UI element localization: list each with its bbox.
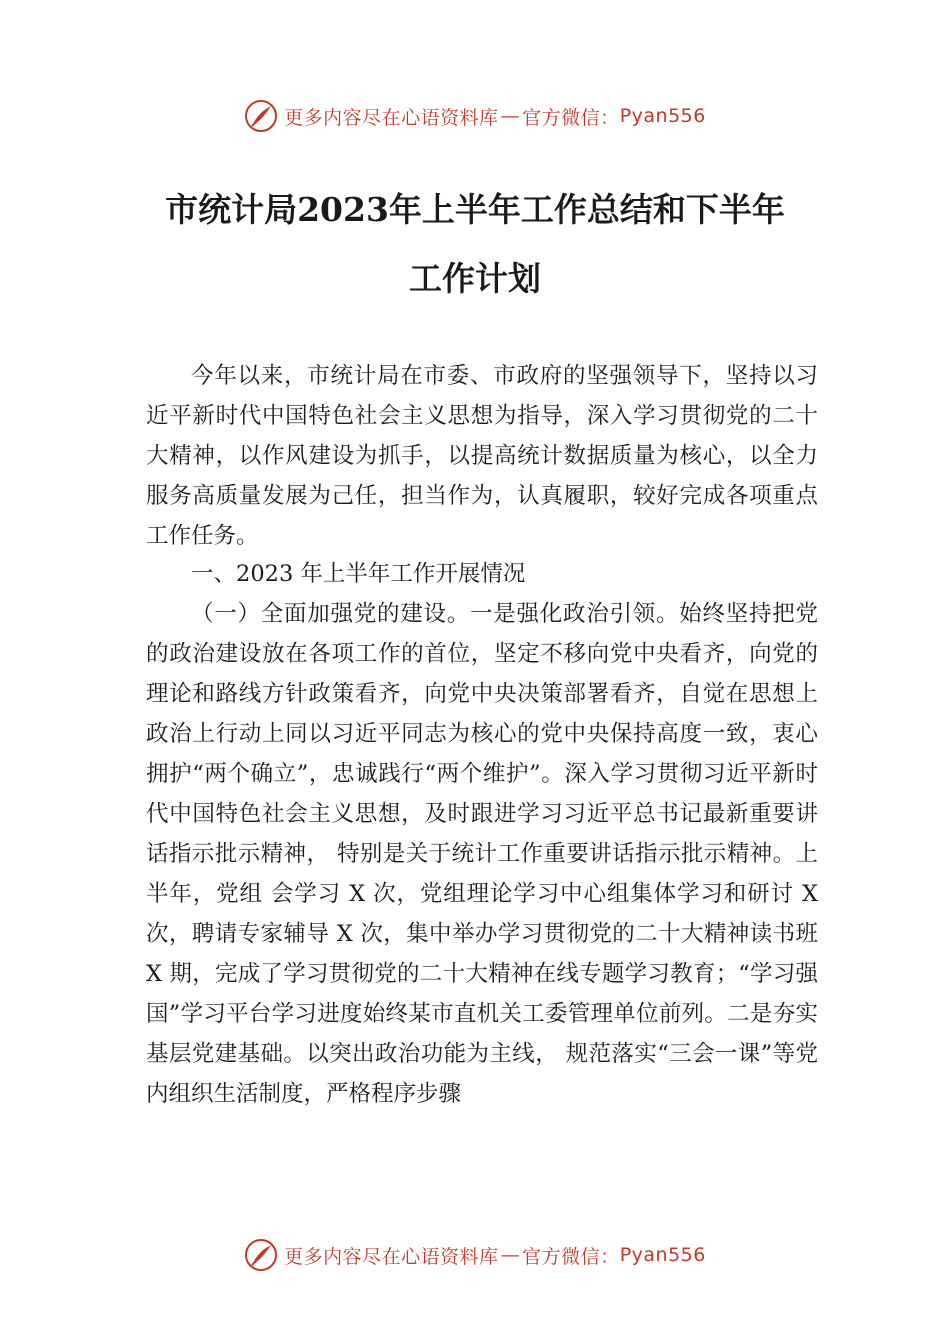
watermark-wechat-id: Pyan556 [619, 105, 706, 127]
document-title-line1: 市统计局2023年上半年工作总结和下半年 [165, 190, 785, 229]
watermark-dash: — [500, 1244, 521, 1266]
paragraph-party-building [146, 594, 818, 1114]
watermark-wechat-label: 官方微信： [522, 106, 620, 129]
watermark-site-name: 更多内容尽在心语资料库 [284, 1245, 499, 1268]
paragraph-intro [146, 356, 818, 556]
watermark-wechat-id: Pyan556 [619, 1244, 706, 1266]
paragraph-text: 今年以来，市统计局在市委、市政府的坚强领导下，坚持以习近平新时代中国特色社会主义思想为指导，深入学习贯彻党的二十大精神，以作风建设为抓手，以提高统计数据质量为核心，以全力服务高质量发展为己任，担当作为，认真履职，较好完成各项重点工作任务。 [146, 363, 818, 549]
watermark-dash: — [500, 105, 521, 127]
watermark-wechat-label: 官方微信： [522, 1245, 620, 1268]
quill-pen-icon [244, 1238, 278, 1272]
section-heading [146, 554, 818, 594]
footer-watermark [0, 1235, 950, 1275]
document-title-line2: 工作计划 [409, 259, 541, 298]
quill-pen-icon [244, 99, 278, 133]
watermark-site-name: 更多内容尽在心语资料库 [284, 106, 499, 129]
section-heading-text: 一、2023 年上半年工作开展情况 [191, 561, 526, 587]
header-watermark [0, 96, 950, 136]
paragraph-text: （一）全面加强党的建设。一是强化政治引领。始终坚持把党的政治建设放在各项工作的首位，坚定不移向党中央看齐，向党的理论和路线方针政策看齐，向党中央决策部署看齐，自觉在思想上政治上行动上同以习近平同志为核心的党中央保持高度一致，衷心拥护“两个确立”，忠诚践行“两个维护”。深入学习贯彻习近平新时代中国特色社会主义思想，及时跟进学习习近平总书记最新重要讲话指示批示精神， 特别是关于统计工作重要讲话指示批示精神。上半年，党组 会学习 X 次，党组理论学习中心组集体学习和研讨 X 次，聘请专家辅导 X 次，集中举办学习贯彻党的二十大精神读书班 X 期，完成了学习贯彻党的二十大精神在线专题学习教育；“学习强国”学习平台学习进度始终某市直机关工委管理单位前列。二是夯实基层党建基础。以突出政治功能为主线， 规范落实“三会一课”等党内组织生活制度，严格程序步骤 [146, 601, 818, 1107]
